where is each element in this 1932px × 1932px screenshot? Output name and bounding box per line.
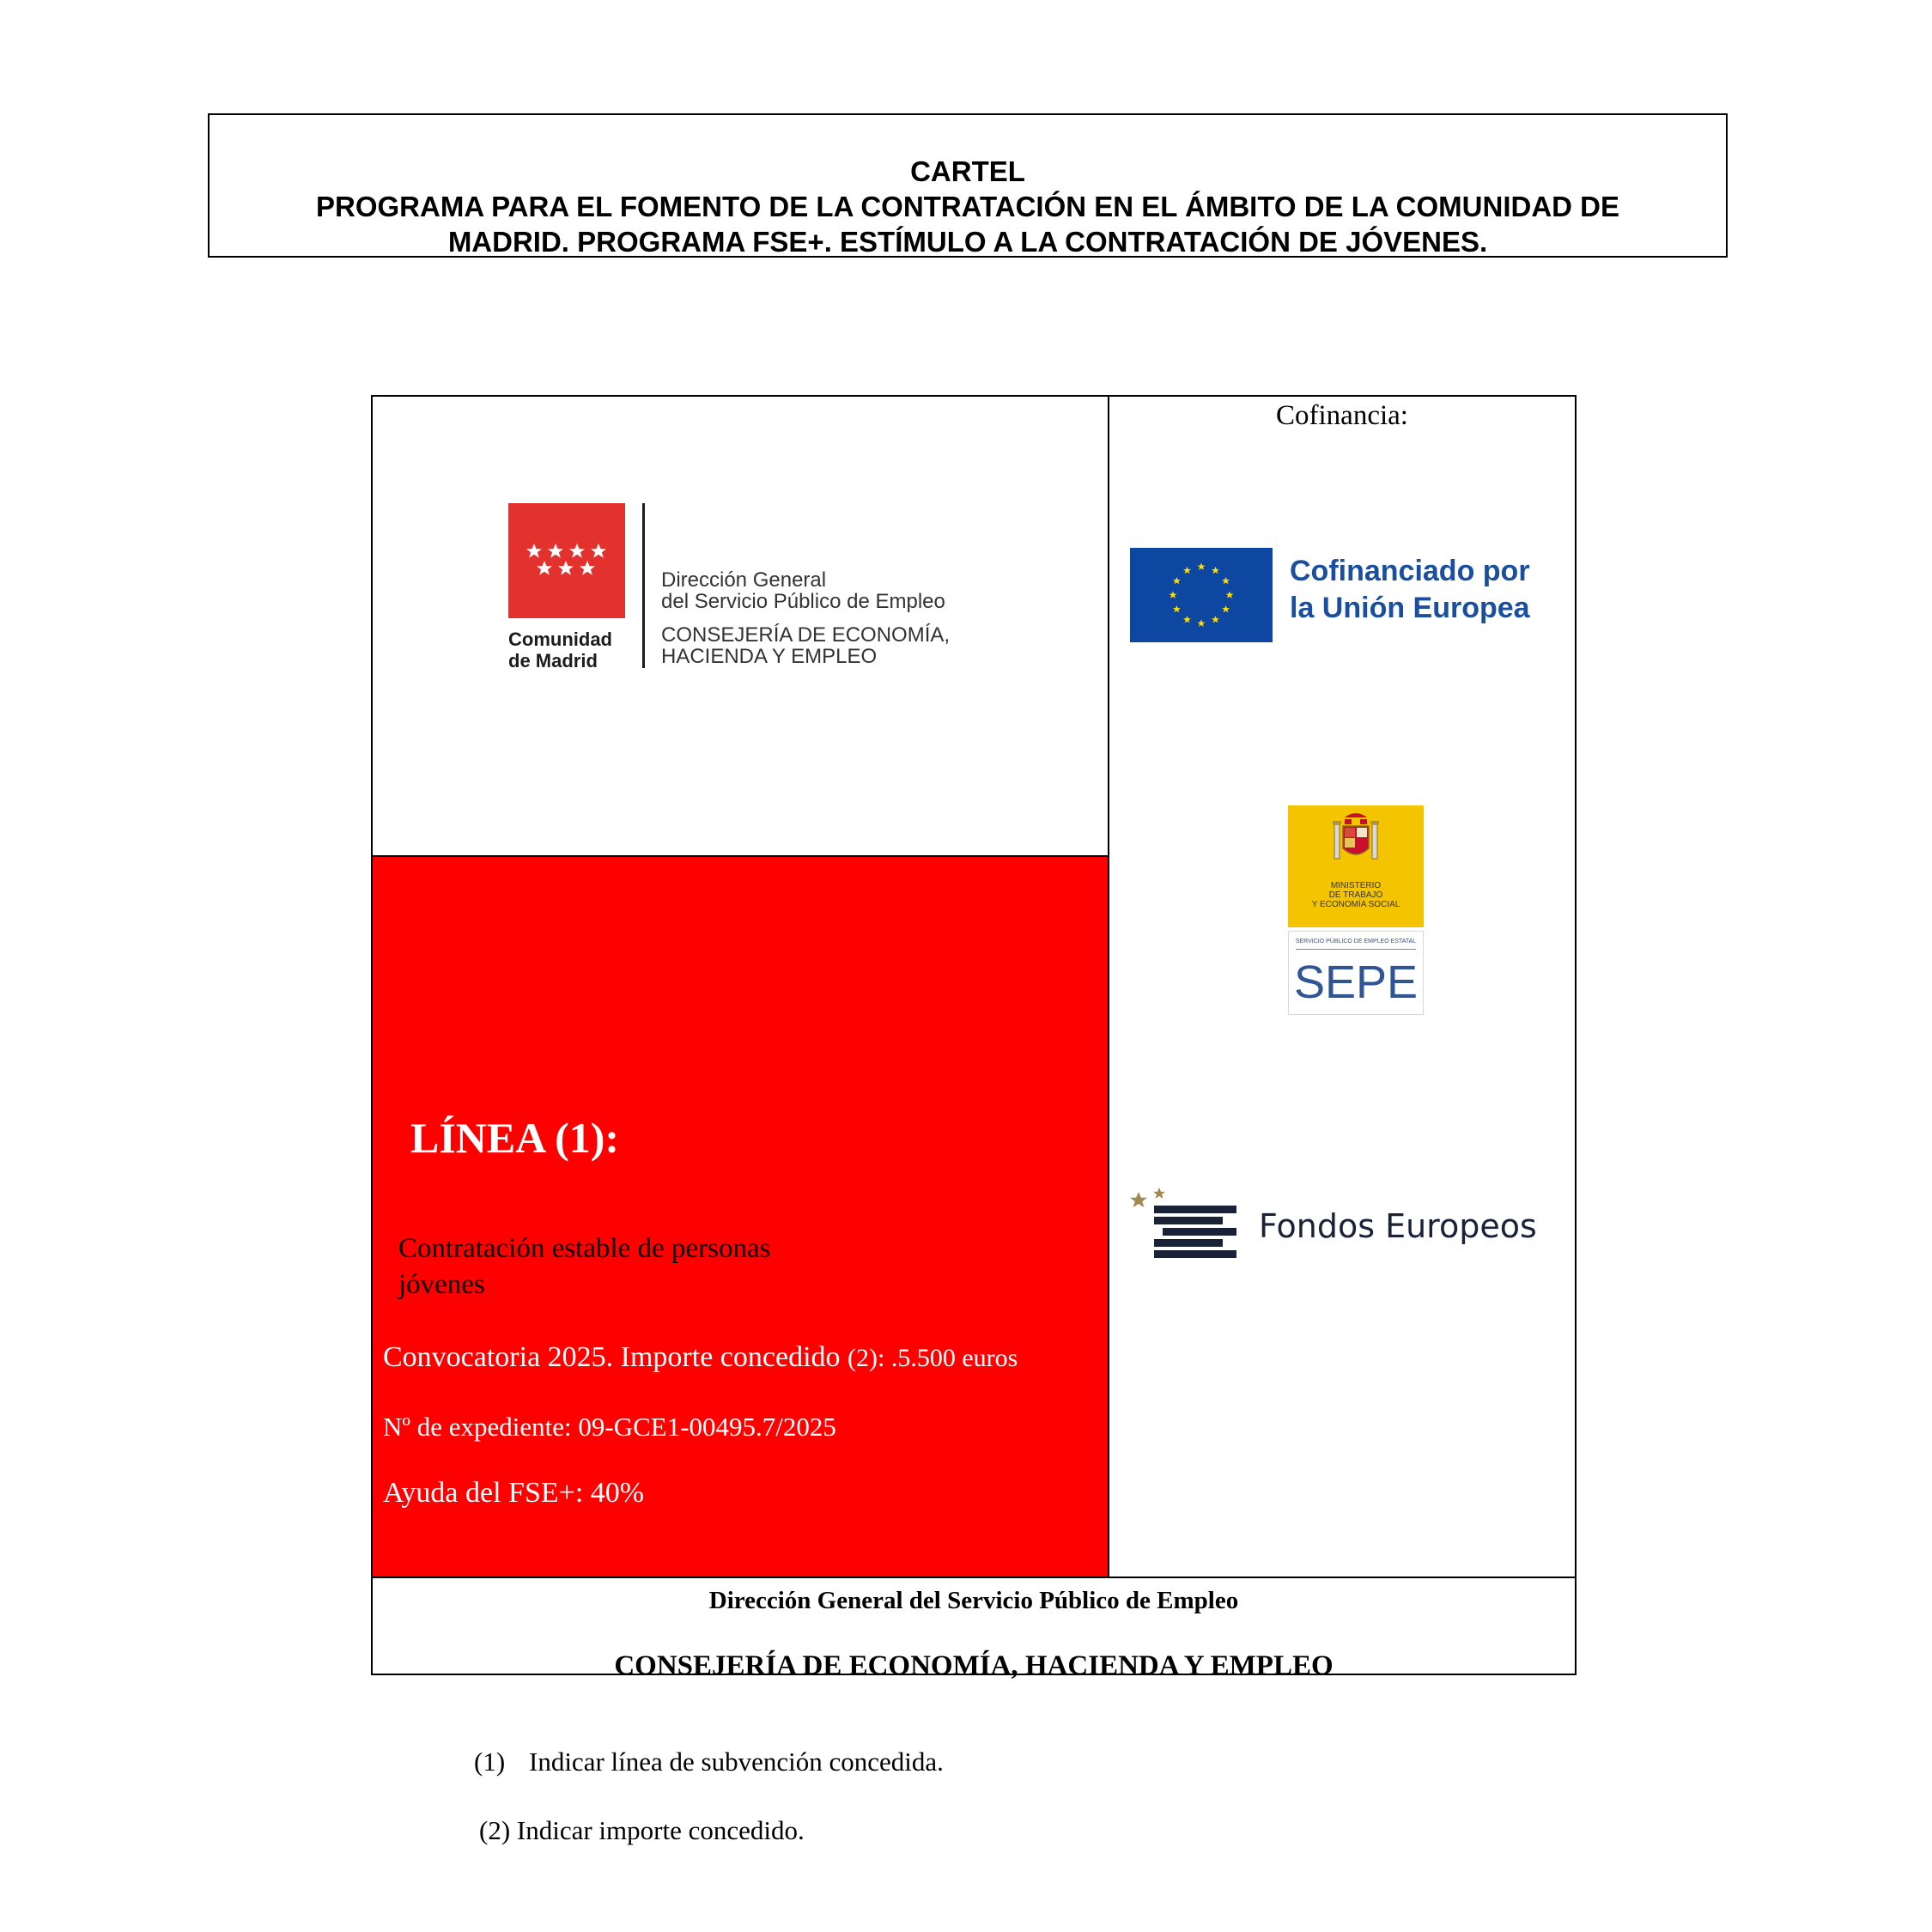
cofinancing-column — [1109, 397, 1575, 1577]
sepe-block — [1288, 931, 1424, 1015]
poster-footer — [373, 1577, 1575, 1681]
footnote-1-text: Indicar línea de subvención concedida. — [529, 1747, 944, 1777]
sepe-wordmark: SEPE — [1293, 957, 1419, 1008]
linea-heading: LÍNEA (1): — [410, 1114, 620, 1162]
description-line-2: jóvenes — [398, 1269, 485, 1300]
cm-department-text — [661, 569, 1005, 667]
description-line-1: Contratación estable de personas — [398, 1233, 771, 1264]
sepe-full-name: SERVICIO PÚBLICO DE EMPLEO ESTATAL — [1295, 939, 1417, 945]
dg-line-2: del Servicio Público de Empleo — [661, 590, 945, 613]
cm-name-line-1: Comunidad — [508, 629, 612, 650]
fondos-europeos-text: Fondos Europeos — [1259, 1207, 1537, 1245]
cofinancia-label: Cofinancia: — [1276, 400, 1408, 431]
eu-cofinanced-logo — [1130, 548, 1568, 642]
madrid-flag — [508, 503, 625, 618]
linea-description — [398, 1230, 845, 1303]
footnote-1-number: (1) — [474, 1747, 506, 1777]
ministerio-sepe-logo — [1288, 805, 1424, 1017]
footer-direccion-general: Dirección General del Servicio Público de Empleo — [708, 1587, 1239, 1614]
consejeria-line-2: HACIENDA Y EMPLEO — [661, 645, 878, 668]
logo-cell — [373, 397, 1109, 857]
footnote-1 — [474, 1747, 944, 1777]
logo-separator — [642, 503, 645, 668]
footer-consejeria: CONSEJERÍA DE ECONOMÍA, HACIENDA Y EMPLEO — [614, 1650, 1334, 1681]
convocatoria-amount — [383, 1341, 1018, 1374]
eu-text-line-1: Cofinanciado por — [1290, 555, 1530, 587]
header-line-2: MADRID. PROGRAMA FSE+. ESTÍMULO A LA CONTRATACIÓN DE JÓVENES. — [447, 226, 1488, 258]
footnote-2: (2) Indicar importe concedido. — [479, 1815, 805, 1845]
eu-cofinanced-text — [1290, 553, 1573, 627]
ministerio-block — [1288, 805, 1424, 927]
fse-aid-percentage: Ayuda del FSE+: 40% — [383, 1477, 645, 1509]
comunidad-madrid-logo — [508, 503, 989, 675]
header-title: CARTEL — [910, 155, 1025, 187]
grant-info-panel — [373, 857, 1109, 1577]
madrid-stars-icon — [508, 503, 625, 618]
convocatoria-label: Convocatoria 2025. Importe concedido — [383, 1341, 841, 1373]
fondos-europeos-logo — [1128, 1187, 1566, 1273]
ministerio-line-1: MINISTERIO — [1330, 881, 1382, 890]
spain-coat-of-arms-icon — [1288, 805, 1424, 883]
sepe-divider — [1296, 949, 1416, 950]
cm-name-line-2: de Madrid — [508, 650, 598, 671]
ministerio-line-2: DE TRABAJO — [1328, 890, 1383, 900]
dg-line-1: Dirección General — [661, 568, 827, 592]
header-box — [208, 113, 1728, 258]
comunidad-madrid-name — [508, 629, 629, 671]
ministerio-text — [1288, 881, 1424, 909]
fondos-europeos-icon — [1128, 1187, 1249, 1273]
importe-value: (2): .5.500 euros — [848, 1344, 1018, 1372]
expediente-number: Nº de expediente: 09-GCE1-00495.7/2025 — [383, 1412, 836, 1442]
consejeria-line-1: CONSEJERÍA DE ECONOMÍA, — [661, 623, 951, 647]
eu-text-line-2: la Unión Europea — [1290, 592, 1530, 624]
eu-flag-icon — [1130, 548, 1273, 642]
poster — [371, 395, 1577, 1681]
ministerio-line-3: Y ECONOMÍA SOCIAL — [1311, 900, 1400, 909]
header-line-1: PROGRAMA PARA EL FOMENTO DE LA CONTRATACIÓN EN EL ÁMBITO DE LA COMUNIDAD DE — [316, 191, 1619, 222]
